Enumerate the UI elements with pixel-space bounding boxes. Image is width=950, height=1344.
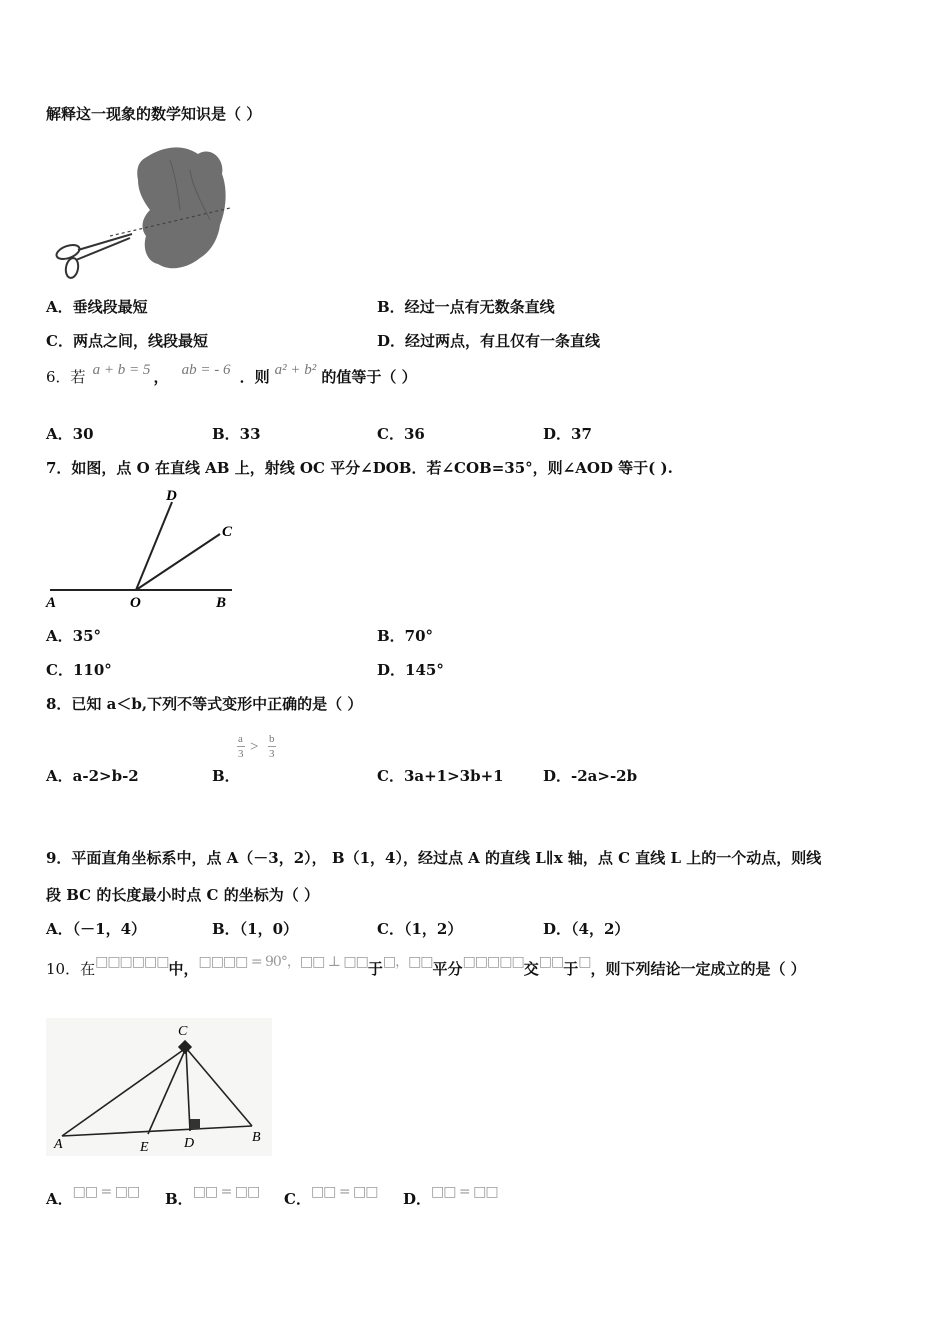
question-9-stem-line2: 段 BC 的长度最小时点 C 的坐标为（ ）: [46, 886, 319, 904]
label-a: A: [46, 595, 57, 611]
q6-number: 6．若: [46, 368, 86, 386]
q10-option-b-expr: □□ = □□: [192, 1184, 260, 1200]
q10-option-c-label: C．: [284, 1190, 311, 1208]
q10-option-b-label: B．: [165, 1190, 193, 1208]
q10-option-d-expr: □□ = □□: [431, 1184, 498, 1200]
q10-placeholder-ab: □□: [538, 954, 564, 970]
q7-option-c: C．110°: [46, 661, 112, 679]
q10-placeholder-e: □: [578, 954, 591, 970]
label-b: B: [216, 595, 227, 611]
q8-option-c: C．3a+1>3b+1: [377, 767, 504, 785]
leaf-scissors-figure: [50, 140, 235, 280]
question-5-stem: 解释这一现象的数学知识是（ ）: [46, 105, 262, 123]
label-c: C: [222, 524, 233, 540]
ray-oc: [136, 534, 220, 590]
scissors-icon: [55, 234, 132, 279]
q10-text-yu1: 于: [367, 960, 383, 978]
q10-placeholder-ce: □□: [408, 954, 433, 970]
frac-b-bar: [268, 746, 276, 747]
q10-option-d: [403, 1180, 498, 1208]
right-angle-mark-d: [190, 1119, 200, 1129]
q10-text-zhong: 中，: [168, 960, 199, 978]
frac-a-numerator: a: [238, 733, 243, 745]
q10-placeholder-triangle: □□□□□□: [95, 954, 169, 970]
triangle-figure: [46, 1018, 272, 1156]
q8-option-b: B．: [212, 767, 240, 785]
question-6-stem: [46, 362, 417, 396]
q6-option-c: C．36: [377, 425, 425, 443]
q10-text-yu2: 于: [563, 960, 579, 978]
q9-option-a: A．（－1，4）: [46, 920, 147, 938]
q6-tail: 的值等于（ ）: [321, 368, 417, 386]
q10-placeholder-perp: ，□□ ⊥ □□: [286, 954, 368, 970]
question-8-stem: 8．已知 a＜b,下列不等式变形中正确的是（ ）: [46, 695, 363, 713]
label-a: A: [54, 1137, 63, 1152]
label-b: B: [252, 1130, 261, 1145]
q6-expr-product: ab = - 6: [181, 362, 231, 378]
q10-placeholder-acd: □□□□□: [462, 954, 524, 970]
q10-tail: ，则下列结论一定成立的是（ ）: [590, 960, 806, 978]
q10-text-jiao: 交: [523, 960, 539, 978]
q6-option-b: B．33: [212, 425, 261, 443]
greater-than-sign: >: [250, 739, 259, 755]
label-d: D: [184, 1136, 195, 1151]
q5-option-b: B．经过一点有无数条直线: [377, 298, 555, 316]
label-e: E: [140, 1140, 149, 1155]
q8-option-a: A．a-2>b-2: [46, 767, 139, 785]
q10-option-c-expr: □□ = □□: [310, 1184, 378, 1200]
q6-option-d: D．37: [543, 425, 592, 443]
q8-option-d: D．-2a>-2b: [543, 767, 638, 785]
label-o: O: [130, 595, 141, 611]
label-d: D: [166, 488, 177, 504]
q10-text-pingfen: 平分: [432, 960, 463, 978]
frac-a-bar: [237, 746, 245, 747]
q5-option-d: D．经过两点，有且仅有一条直线: [377, 332, 601, 350]
leaf-shape: [137, 147, 225, 268]
q10-number: 10．在: [46, 960, 96, 978]
q10-placeholder-d: □，: [382, 954, 409, 970]
q10-option-a-label: A．: [46, 1190, 73, 1208]
q7-option-d: D．145°: [377, 661, 444, 679]
q10-placeholder-angle: □□□□ = 90°: [198, 954, 287, 970]
q9-option-d: D．（4，2）: [543, 920, 630, 938]
question-7-stem: 7．如图，点 O 在直线 AB 上，射线 OC 平分∠DOB．若∠COB=35°，则∠AOD 等于( ).: [46, 459, 673, 477]
question-10-stem: [46, 954, 806, 988]
q5-option-c: C．两点之间，线段最短: [46, 332, 208, 350]
q7-option-b: B．70°: [377, 627, 434, 645]
frac-a-denominator: 3: [238, 748, 244, 760]
q9-option-b: B．（1，0）: [212, 920, 299, 938]
q7-option-a: A．35°: [46, 627, 102, 645]
q6-then: ．则: [239, 368, 270, 386]
q8-option-b-fraction: [236, 733, 280, 767]
q6-expr-sum: a + b = 5: [92, 362, 151, 378]
q10-option-d-label: D．: [403, 1190, 432, 1208]
angle-figure: [44, 486, 254, 612]
q10-option-c: [284, 1180, 378, 1208]
q6-expr-squares: a² + b²: [274, 362, 317, 378]
q6-comma: ，: [153, 368, 169, 386]
frac-b-numerator: b: [269, 733, 275, 745]
q10-option-a: [46, 1180, 140, 1208]
q5-option-a: A．垂线段最短: [46, 298, 148, 316]
q10-option-b: [165, 1180, 260, 1208]
q9-option-c: C．（1，2）: [377, 920, 463, 938]
question-9-stem-line1: 9．平面直角坐标系中，点 A（－3，2）， B（1，4），经过点 A 的直线 L∥x 轴，点 C 直线 L 上的一个动点，则线: [46, 849, 822, 867]
q6-option-a: A．30: [46, 425, 94, 443]
q10-option-a-expr: □□ = □□: [72, 1184, 140, 1200]
frac-b-denominator: 3: [269, 748, 275, 760]
label-c: C: [178, 1024, 188, 1039]
